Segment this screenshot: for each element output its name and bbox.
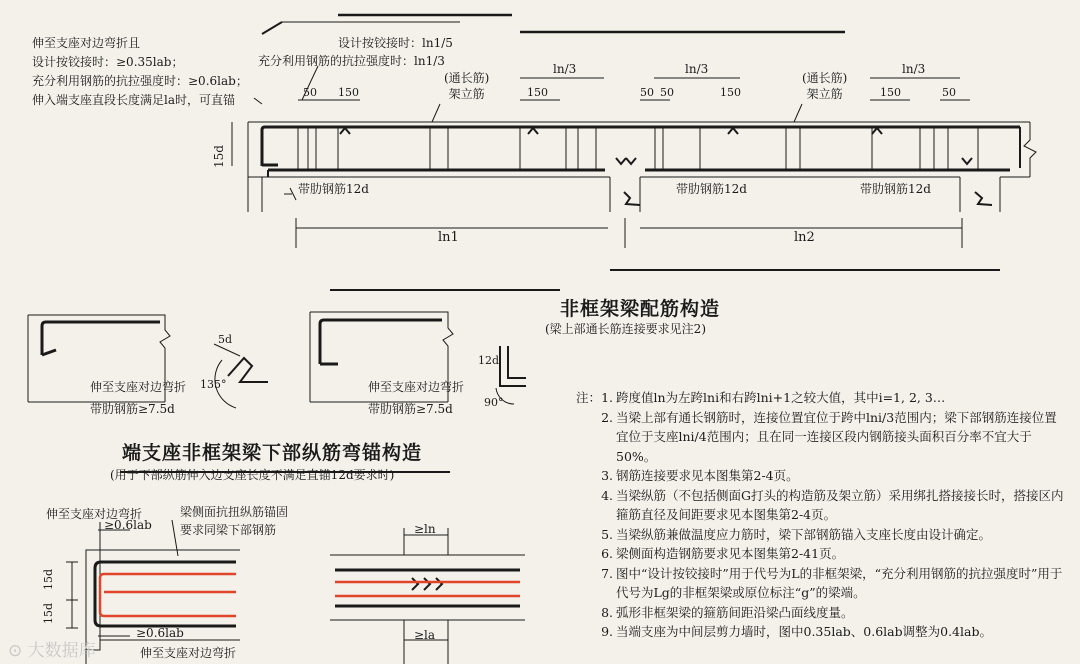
label-anchor-opposite-1: 伸至支座对边弯折 <box>90 380 187 394</box>
dim-12d: 12d <box>478 354 500 367</box>
main-subtitle: (梁上部通长筋连接要求见注2) <box>545 322 706 336</box>
note-number: 5. <box>601 526 613 542</box>
dim-50-1: 50 <box>303 86 317 99</box>
note-text: 跨度值ln为左跨lni和右跨lni+1之较大值，其中i=1, 2, 3… <box>616 390 946 405</box>
top-left-note-line: 伸入端支座直段长度满足la时，可直锚 <box>32 93 235 107</box>
dim-15d-main: 15d <box>212 145 226 168</box>
label-side-torsion <box>180 503 288 539</box>
label-ribbed-12d-3: 带肋钢筋12d <box>860 182 931 196</box>
dim-150-1: 150 <box>338 86 359 99</box>
dim-50-2: 50 <box>640 86 654 99</box>
note-no: 1. <box>601 390 613 405</box>
dim-ln3-3: ln/3 <box>902 62 926 76</box>
note-item <box>575 466 1065 486</box>
dim-50-4: 50 <box>942 86 956 99</box>
note-item <box>575 525 1065 545</box>
dim-150-3: 150 <box>720 86 741 99</box>
note-number: 8. <box>601 604 613 620</box>
note-number: 4. <box>601 487 613 503</box>
label-ribbed-12d-1: 带肋钢筋12d <box>298 182 369 196</box>
note-number: 2. <box>601 409 613 425</box>
label-erect-bar: 架立筋 <box>448 87 485 101</box>
dim-90-deg: 90° <box>484 396 504 409</box>
label-ge-0-6lab-bottom: ≥0.6lab <box>136 626 184 640</box>
dim-150-4: 150 <box>880 86 901 99</box>
note-text: 弧形非框架梁的箍筋间距沿梁凸面线度量。 <box>616 604 854 620</box>
note-item <box>575 486 1065 525</box>
dim-50-3: 50 <box>660 86 674 99</box>
note-number: 3. <box>601 468 613 483</box>
notes-block <box>575 388 1065 642</box>
label-through-bar: (通长筋) <box>444 71 490 85</box>
label-side-torsion-line: 梁侧面抗扭纵筋锚固 <box>180 505 289 519</box>
dim-135-deg: 135° <box>200 378 227 391</box>
dim-15d-lower: 15d <box>42 602 55 624</box>
top-left-note-line: 充分利用钢筋的抗拉强度时：≥0.6lab； <box>32 74 248 88</box>
note-text: 当梁纵筋兼做温度应力筋时，梁下部钢筋锚入支座长度由设计确定。 <box>616 526 992 542</box>
note-item <box>575 544 1065 564</box>
note-item <box>575 408 1065 467</box>
label-ribbed-7-5d-1: 带肋钢筋≥7.5d <box>90 402 175 416</box>
end-support-subtitle: (用于下部纵筋伸入边支座长度不满足直锚12d要求时) <box>110 468 395 482</box>
note-text: 当端支座为中间层剪力墙时，图中0.35lab、0.6lab调整为0.4lab。 <box>616 624 992 639</box>
label-ribbed-12d-2: 带肋钢筋12d <box>676 182 747 196</box>
note-text: 钢筋连接要求见本图集第2-4页。 <box>616 468 799 483</box>
label-through-erect-2 <box>802 70 847 102</box>
notes-prefix: 注： <box>576 390 602 405</box>
dim-15d-upper: 15d <box>42 568 55 590</box>
note-number: 9. <box>601 624 613 639</box>
hinge-note-line: 充分利用钢筋的抗拉强度时：ln1/3 <box>258 54 445 68</box>
note-item <box>575 564 1065 603</box>
dim-ge-ln: ≥ln <box>414 522 436 536</box>
watermark-logo <box>8 636 96 661</box>
label-ribbed-7-5d-2: 带肋钢筋≥7.5d <box>368 402 453 416</box>
note-text: 当梁上部有通长钢筋时，连接位置宜位于跨中lni/3范围内；梁下部钢筋连接位置宜位于支座lni/4范围内；且在同一连接区段内钢筋接头面积百分率不宜大于50%。 <box>616 409 1057 464</box>
main-title: 非框架梁配筋构造 <box>560 298 721 320</box>
dim-ge-la: ≥la <box>414 628 436 642</box>
label-bottom-anchor-top: 伸至支座对边弯折 <box>46 507 143 521</box>
note-item <box>575 603 1065 623</box>
note-item <box>575 388 1065 408</box>
label-through-bar: (通长筋) <box>802 71 848 85</box>
note-item <box>575 622 1065 642</box>
label-side-torsion-line: 要求同梁下部钢筋 <box>180 523 277 537</box>
note-number <box>575 388 616 408</box>
note-number: 6. <box>601 546 613 561</box>
dim-ln3-2: ln/3 <box>685 62 709 76</box>
top-left-anchor-note <box>32 34 248 110</box>
dim-5d: 5d <box>218 333 233 346</box>
watermark-text: 大数据库 <box>27 641 96 661</box>
label-through-erect-1 <box>444 70 489 102</box>
dim-150-2: 150 <box>527 86 548 99</box>
dim-ln1: ln1 <box>438 230 459 245</box>
label-anchor-opposite-2: 伸至支座对边弯折 <box>368 380 465 394</box>
label-ge-0-6lab-top: ≥0.6lab <box>104 518 152 532</box>
dim-ln2: ln2 <box>794 230 815 245</box>
label-bottom-anchor-bottom: 伸至支座对边弯折 <box>140 646 237 660</box>
dim-ln3-1: ln/3 <box>553 62 577 76</box>
hinge-note-line: 设计按铰接时：ln1/5 <box>338 36 453 50</box>
note-text: 图中“设计按铰接时”用于代号为L的非框架梁，“充分利用钢筋的抗拉强度时”用于代号为Lg的非框架梁或原位标注“g”的梁端。 <box>616 565 1063 600</box>
watermark-icon: ⊙ <box>8 641 23 661</box>
note-number: 7. <box>601 565 613 581</box>
top-left-note-line: 伸至支座对边弯折且 <box>32 36 141 50</box>
end-support-title: 端支座非框架梁下部纵筋弯锚构造 <box>122 442 423 464</box>
label-erect-bar: 架立筋 <box>806 87 843 101</box>
note-text: 梁侧面构造钢筋要求见本图集第2-41页。 <box>616 546 845 561</box>
top-left-note-line: 设计按铰接时：≥0.35lab； <box>32 55 184 69</box>
note-text: 当梁纵筋（不包括侧面G打头的构造筋及架立筋）采用绑扎搭接接长时，搭接区内箍筋直径及间距要求见本图集第2-4页。 <box>616 487 1064 522</box>
hinge-length-note <box>258 34 453 70</box>
